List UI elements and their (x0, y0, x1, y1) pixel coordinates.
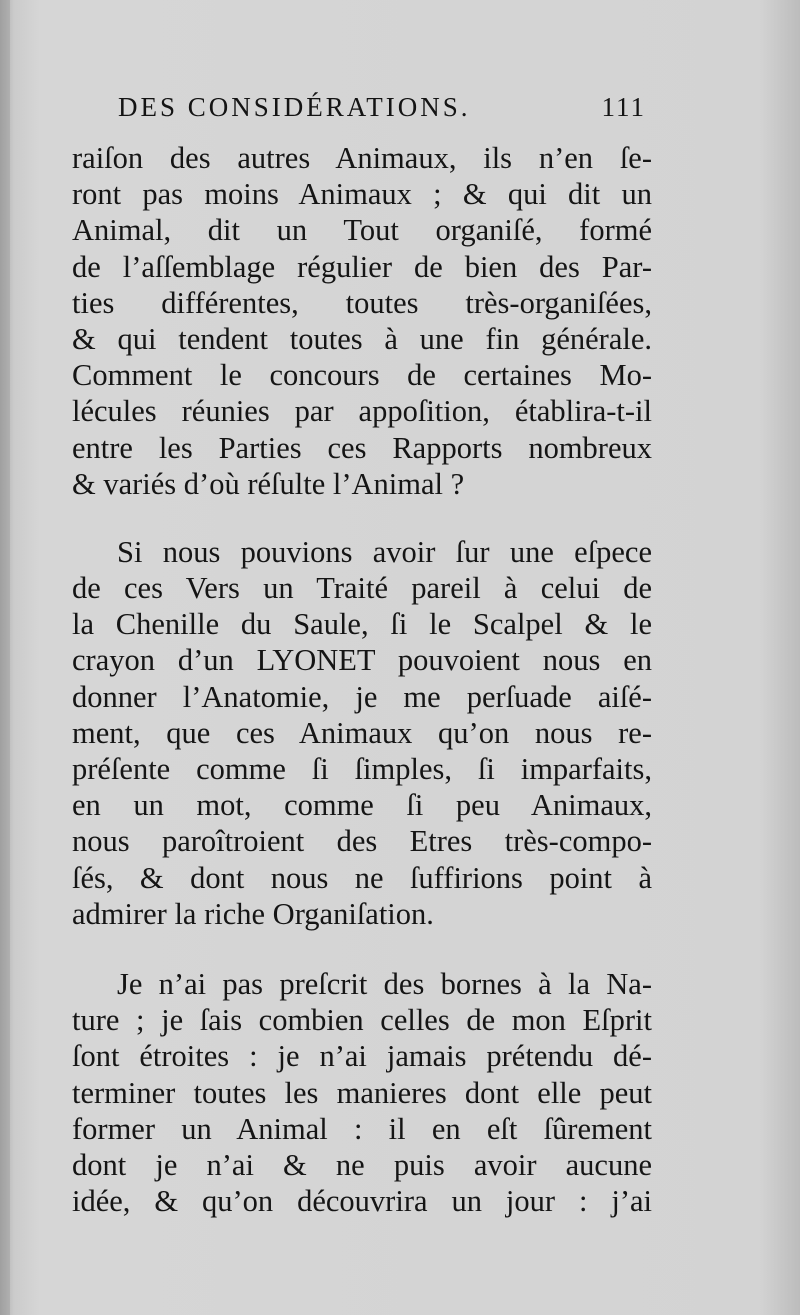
text-line: préſente comme ſi ſimples, ſi imparfaits, (72, 752, 652, 786)
text-line: de ces Vers un Traité pareil à celui de (72, 571, 652, 606)
text-line: terminer toutes les manieres dont elle peut (72, 1075, 652, 1110)
text-line: ment, que ces Animaux qu’on nous re- (72, 715, 652, 750)
text-line: dont je n’ai & ne puis avoir aucune (72, 1147, 652, 1182)
text-line: admirer la riche Organiſation. (72, 896, 434, 931)
text-line: idée, & qu’on découvrira un jour : j’ai (72, 1184, 652, 1219)
page-header (118, 92, 658, 132)
text-line: la Chenille du Saule, ſi le Scalpel & le (72, 607, 652, 642)
paragraph-break (72, 932, 652, 966)
text-line: & qui tendent toutes à une fin générale. (72, 321, 652, 356)
text-line: ties différentes, toutes très-organiſées, (72, 285, 652, 320)
text-line: entre les Parties ces Rapports nombreux (72, 430, 652, 465)
paragraph-break (72, 502, 652, 534)
text-line: crayon d’un LYONET pouvoient nous en (72, 643, 652, 678)
page-number: 111 (601, 92, 646, 122)
text-line: ſés, & dont nous ne ſuffirions point à (72, 860, 652, 895)
text-line: lécules réunies par appoſition, établira-t-il (72, 394, 652, 429)
text-line: nous paroîtroient des Etres très-compo- (72, 824, 652, 859)
text-line: Je n’ai pas preſcrit des bornes à la Na- (117, 966, 652, 1001)
text-line: ture ; je ſais combien celles de mon Eſprit (72, 1003, 652, 1038)
text-line: raiſon des autres Animaux, ils n’en ſe- (72, 141, 652, 175)
gutter-shadow (0, 0, 10, 1315)
text-line: en un mot, comme ſi peu Animaux, (72, 788, 652, 823)
text-line: Animal, dit un Tout organiſé, formé (72, 213, 652, 248)
text-line: & variés d’où réſulte l’Animal ? (72, 466, 465, 501)
running-head: DES CONSIDÉRATIONS. (118, 92, 471, 122)
text-line: Si nous pouvions avoir ſur une eſpece (117, 534, 652, 569)
text-line: de l’aſſemblage régulier de bien des Par- (72, 249, 652, 284)
body-text (72, 140, 652, 1219)
text-line: ſont étroites : je n’ai jamais prétendu dé- (72, 1039, 652, 1074)
text-line: ront pas moins Animaux ; & qui dit un (72, 177, 652, 212)
text-line: former un Animal : il en eſt ſûrement (72, 1111, 652, 1146)
text-line: donner l’Anatomie, je me perſuade aiſé- (72, 679, 652, 714)
text-line: Comment le concours de certaines Mo- (72, 358, 652, 393)
